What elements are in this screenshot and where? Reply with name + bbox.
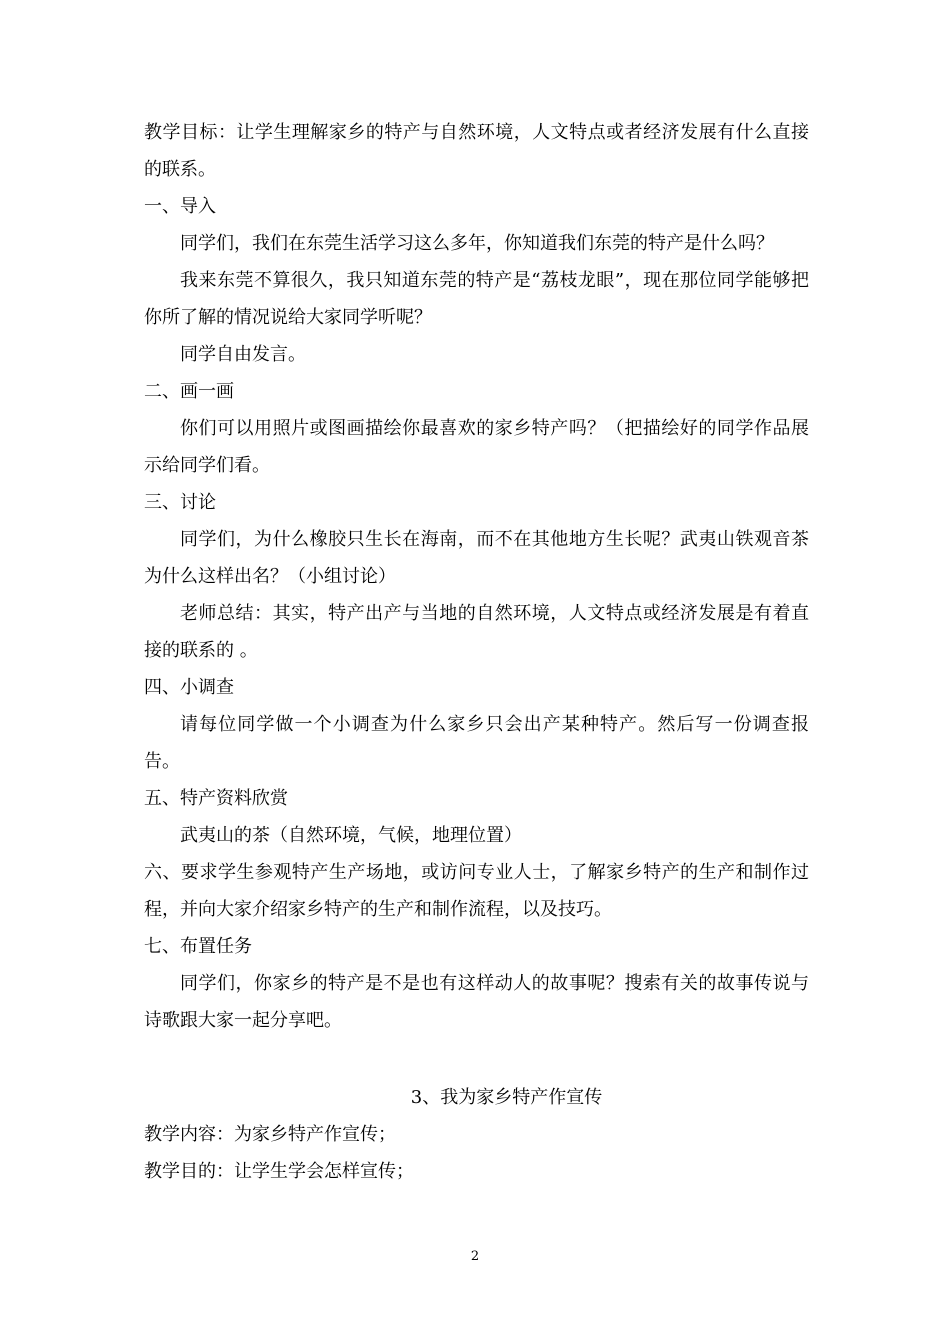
- draw-paragraph: 你们可以用照片或图画描绘你最喜欢的家乡特产吗？（把描绘好的同学作品展示给同学们看。: [144, 418, 809, 476]
- page-number: 2: [470, 1249, 480, 1264]
- task-paragraph: 同学们，你家乡的特产是不是也有这样动人的故事呢？搜索有关的故事传说与诗歌跟大家一起分享吧。: [144, 973, 809, 1031]
- intro-paragraph-1: 同学们，我们在东莞生活学习这么多年，你知道我们东莞的特产是什么吗？: [180, 233, 774, 254]
- visit-paragraph: 六、要求学生参观特产生产场地，或访问专业人士，了解家乡特产的生产和制作过程，并向大家介绍家乡特产的生产和制作流程，以及技巧。: [144, 862, 809, 920]
- section-heading-survey: 四、小调查: [144, 677, 234, 698]
- intro-paragraph-3: 同学自由发言。: [180, 344, 306, 365]
- lesson-title: 3、我为家乡特产作宣传: [410, 1087, 603, 1108]
- intro-paragraph-2: 我来东莞不算很久，我只知道东莞的特产是“荔枝龙眼”，现在那位同学能够把你所了解的情况说给大家同学听呢？: [144, 270, 809, 328]
- section-heading-appreciation: 五、特产资料欣赏: [144, 788, 288, 809]
- lesson-content-line: 教学内容：为家乡特产作宣传；: [144, 1124, 396, 1145]
- lesson-purpose-line: 教学目的：让学生学会怎样宣传；: [144, 1161, 414, 1182]
- discussion-paragraph-2: 老师总结：其实，特产出产与当地的自然环境，人文特点或经济发展是有着直接的联系的 。: [144, 603, 809, 661]
- survey-paragraph: 请每位同学做一个小调查为什么家乡只会出产某种特产。然后写一份调查报告。: [144, 714, 809, 772]
- appreciation-paragraph: 武夷山的茶（自然环境，气候，地理位置）: [180, 825, 522, 846]
- section-heading-intro: 一、导入: [144, 196, 216, 217]
- document-body: [144, 114, 809, 1190]
- discussion-paragraph-1: 同学们，为什么橡胶只生长在海南，而不在其他地方生长呢？武夷山铁观音茶为什么这样出名？（小组讨论）: [144, 529, 809, 587]
- teaching-goal-paragraph: 教学目标：让学生理解家乡的特产与自然环境，人文特点或者经济发展有什么直接的联系。: [144, 122, 809, 180]
- section-heading-task: 七、布置任务: [144, 936, 252, 957]
- section-spacer: [144, 1039, 809, 1079]
- section-heading-draw: 二、画一画: [144, 381, 234, 402]
- section-heading-discussion: 三、讨论: [144, 492, 216, 513]
